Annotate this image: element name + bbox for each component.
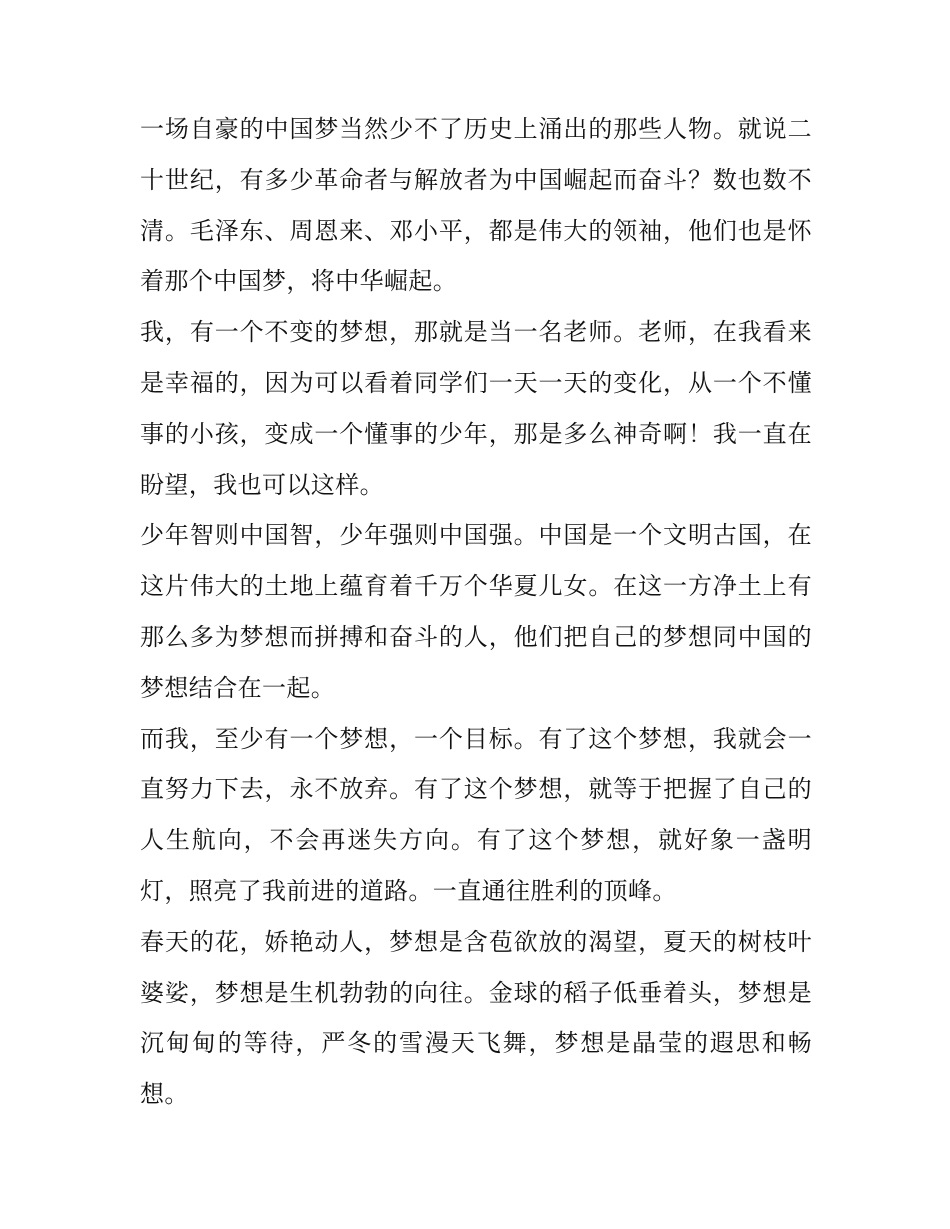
essay-body (140, 104, 812, 1120)
paragraph-1: 一场自豪的中国梦当然少不了历史上涌出的那些人物。就说二十世纪，有多少革命者与解放者为中国崛起而奋斗？数也数不清。毛泽东、周恩来、邓小平，都是伟大的领袖，他们也是怀着那个中国梦，将中华崛起。 (140, 115, 812, 296)
paragraph-5: 春天的花，娇艳动人，梦想是含苞欲放的渴望，夏天的树枝叶婆娑，梦想是生机勃勃的向往。金球的稻子低垂着头，梦想是沉甸甸的等待，严冬的雪漫天飞舞，梦想是晶莹的遐思和畅想。 (140, 927, 812, 1109)
paragraph-2: 我，有一个不变的梦想，那就是当一名老师。老师，在我看来是幸福的，因为可以看着同学们一天一天的变化，从一个不懂事的小孩，变成一个懂事的少年，那是多么神奇啊！我一直在盼望，我也可以这样。 (140, 318, 812, 499)
paragraph-3: 少年智则中国智，少年强则中国强。中国是一个文明古国，在这片伟大的土地上蕴育着千万个华夏儿女。在这一方净土上有那么多为梦想而拼搏和奋斗的人，他们把自己的梦想同中国的梦想结合在一起。 (140, 521, 812, 702)
paragraph-4: 而我，至少有一个梦想，一个目标。有了这个梦想，我就会一直努力下去，永不放弃。有了这个梦想，就等于把握了自己的人生航向，不会再迷失方向。有了这个梦想，就好象一盏明灯，照亮了我前进的道路。一直通往胜利的顶峰。 (140, 724, 812, 905)
